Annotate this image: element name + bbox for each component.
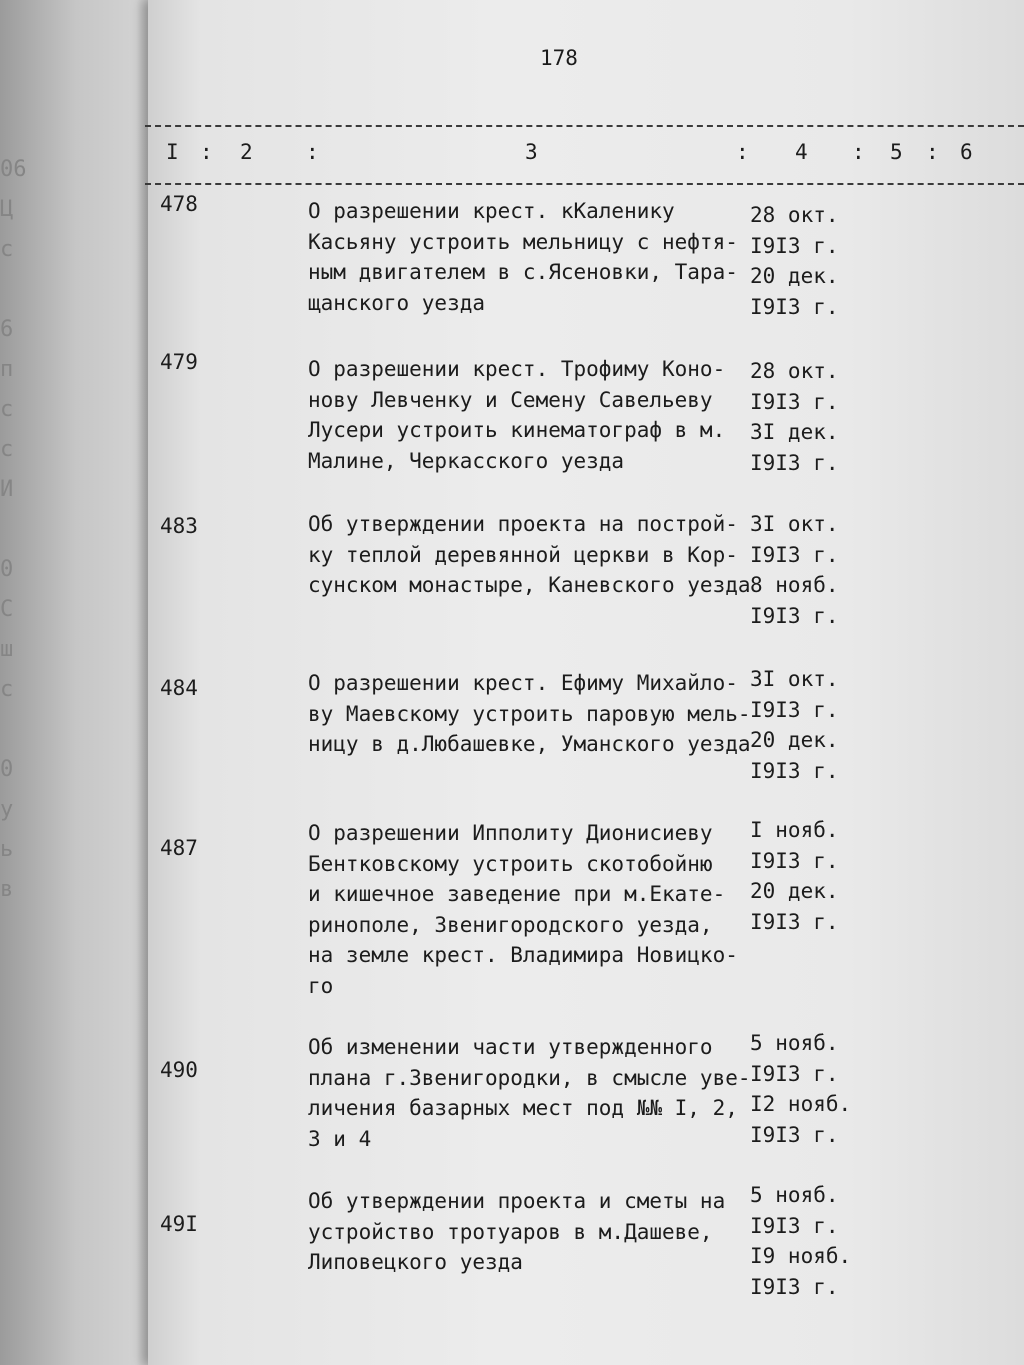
record-text: Об изменении части утвержденного плана г.Звенигородки, в смысле уве- личения базарных мест под №№ I, 2, 3 и 4 [308,1035,751,1151]
record-dates: 28 окт. I9I3 г. 20 дек. I9I3 г. [750,203,839,319]
left-facing-page [0,0,170,1365]
header-bottom-rule [145,183,1024,185]
header-col-4: 4 [795,140,808,164]
record-text: О разрешении Ипполиту Дионисиеву Бентковскому устроить скотобойню и кишечное заведение при м.Екате- ринополе, Звенигородского уезда, на земле крест. Владимира Новицко- го [308,821,738,998]
page-number: 178 [540,46,578,70]
record-text: Об утверждении проекта на построй- ку теплой деревянной церкви в Кор- сунском монастыре, Каневского уезда [308,512,751,597]
record-number: 490 [160,1058,198,1082]
record-number: 49I [160,1212,198,1236]
record-dates: 5 нояб. I9I3 г. I9 нояб. I9I3 г. [750,1183,852,1299]
header-col-5: 5 [890,140,903,164]
record-text: О разрешении крест. кКаленику Касьяну устроить мельницу с нефтя- ным двигателем в с.Ясеновки, Тара- щанского уезда [308,199,738,315]
header-col-6: 6 [960,140,973,164]
left-page-ghost-text: 06 Ц с 6 п с с И 0 С ш с 0 у ь в [0,157,27,902]
record-number: 478 [160,192,198,216]
record-dates: 28 окт. I9I3 г. 3I дек. I9I3 г. [750,359,839,475]
header-col-3: 3 [525,140,538,164]
record-number: 484 [160,676,198,700]
record-number: 483 [160,514,198,538]
record-number: 487 [160,836,198,860]
record-dates: 3I окт. I9I3 г. 8 нояб. I9I3 г. [750,512,839,628]
record-text: О разрешении крест. Ефиму Михайло- ву Маевскому устроить паровую мель- ницу в д.Любашевке, Уманского уезда [308,671,751,756]
header-sep: : [852,140,865,164]
header-sep: : [926,140,939,164]
header-sep: : [200,140,213,164]
header-sep: : [306,140,319,164]
record-text: Об утверждении проекта и сметы на устройство тротуаров в м.Дашеве, Липовецкого уезда [308,1189,726,1274]
record-dates: I нояб. I9I3 г. 20 дек. I9I3 г. [750,818,839,934]
record-text: О разрешении крест. Трофиму Коно- нову Левченку и Семену Савельеву Лусери устроить кинематограф в м. Малине, Черкасского уезда [308,357,726,473]
record-number: 479 [160,350,198,374]
header-col-1: I [166,140,179,164]
header-top-rule [145,125,1024,127]
record-dates: 5 нояб. I9I3 г. I2 нояб. I9I3 г. [750,1031,852,1147]
header-col-2: 2 [240,140,253,164]
record-dates: 3I окт. I9I3 г. 20 дек. I9I3 г. [750,667,839,783]
header-sep: : [736,140,749,164]
